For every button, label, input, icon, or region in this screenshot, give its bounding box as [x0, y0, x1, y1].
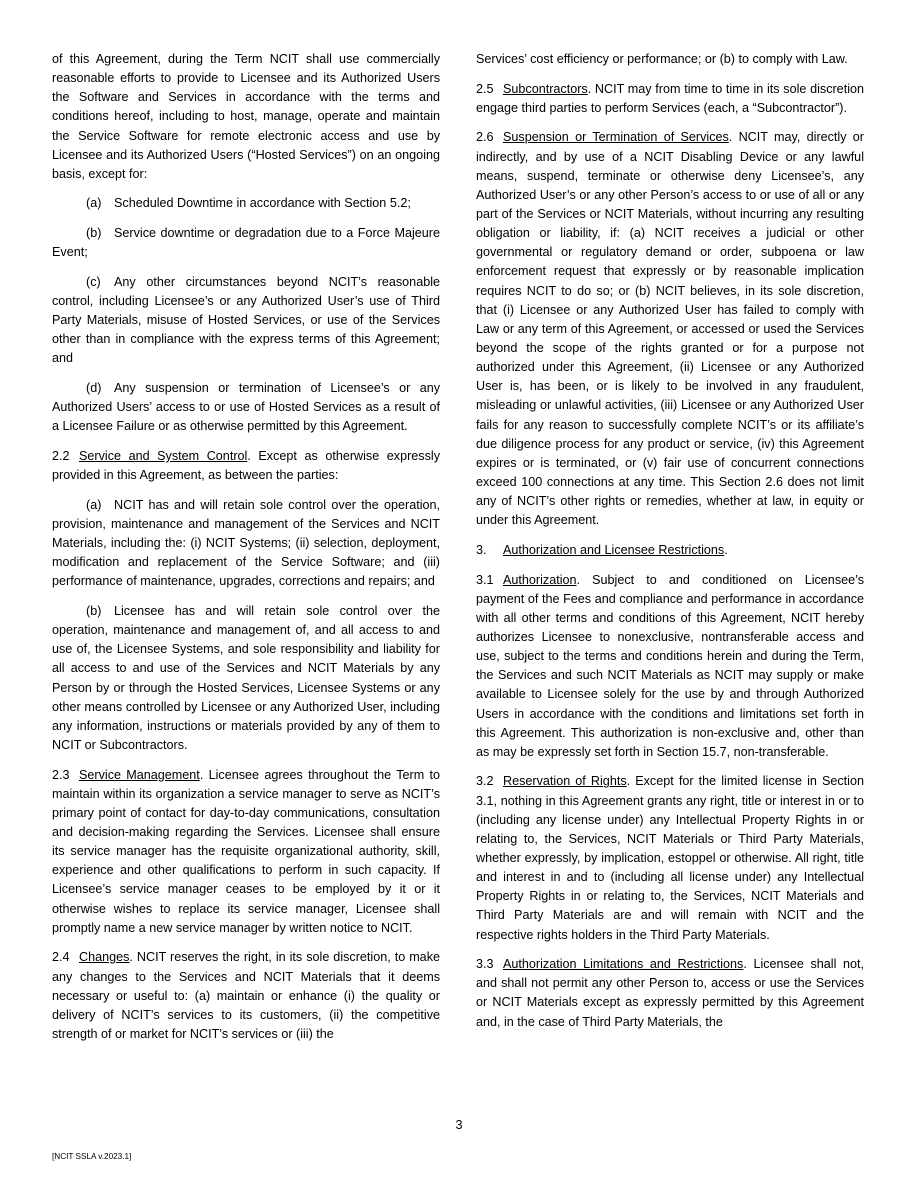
- paragraph-continued: [52, 50, 440, 184]
- clause-text: Any suspension or termination of Licensee’s or any Authorized Users’ access to or use of Hosted Services as a result of a Licensee Failure or as otherwise permitted by this Agreement.: [52, 381, 440, 434]
- clause-label: (d): [86, 381, 102, 396]
- section-number: 3.1: [476, 572, 494, 587]
- clause-label: (b): [86, 604, 102, 619]
- clause-2-2-a: [52, 496, 440, 592]
- section-2-3: [52, 766, 440, 938]
- section-number: 3.2: [476, 774, 494, 789]
- clause-a-scheduled-downtime: [52, 194, 440, 213]
- section-heading: Authorization: [503, 572, 577, 587]
- section-heading: Suspension or Termination of Services: [503, 130, 729, 145]
- section-text: . NCIT may, directly or indirectly, and by use of a NCIT Disabling Device or any lawful means, suspend, terminate or otherwise deny Licensee’s, any Authorized User’s or any other Person’s access to or use of all or any part of the Services or NCIT Materials, without incurring any resulting obligation or liability, if: (a) NCIT receives a judicial or other governmental or regulatory demand or order, subpoena or law enforcement request that expressly or by reasonable implication requires NCIT to do so; or (b) NCIT believes, in its sole discretion, that (i) Licensee or any Authorized User has failed to comply with Law or any term of this Agreement, or accessed or used the Services beyond the scope of the rights granted or for a purpose not authorized under this Agreement, (ii) Licensee or any Authorized User is, has been, or is likely to be involved in any fraudulent, misleading or unlawful activities, (iii) Licensee or any Authorized User fails for any reason to successfully complete NCIT’s or its affiliate’s due diligence process for any product or service, (iv) this Agreement expires or is terminated, or (v) fair use of concurrent connections exceed 100 connections at any time. This Section 2.6 does not limit any of NCIT’s other rights or remedies, whether at law, in equity or under this Agreement.: [476, 130, 865, 528]
- section-heading: Authorization and Licensee Restrictions: [503, 542, 725, 557]
- clause-c-other-circumstances: [52, 273, 440, 369]
- footer-document-code: [NCIT SSLA v.2023.1]: [52, 1152, 132, 1161]
- section-heading: Changes: [79, 950, 130, 965]
- clause-text: Service downtime or degradation due to a Force Majeure Event;: [52, 226, 440, 260]
- section-text: .: [724, 542, 728, 557]
- section-2-5: [476, 80, 864, 118]
- section-number: 2.2: [52, 449, 70, 464]
- section-text: . NCIT may from time to time in its sole discretion engage third parties to perform Services (each, a “Subcontractor”).: [476, 81, 864, 115]
- clause-b-service-downtime: [52, 224, 440, 262]
- section-heading: Service Management: [79, 767, 200, 782]
- paragraph-text: of this Agreement, during the Term NCIT shall use commercially reasonable efforts to provide to Licensee and its Authorized Users the Software and Services in accordance with the terms and conditions hereof, including to host, manage, operate and maintain the Service Software for remote electronic access and use by Licensee and its Authorized Users (“Hosted Services”) on an ongoing basis, except for:: [52, 52, 440, 181]
- clause-label: (c): [86, 274, 101, 289]
- clause-text: Licensee has and will retain sole control over the operation, maintenance and management of, and all access to and use of, the Licensee Systems, and sole responsibility and liability for all access to and use of the Services and NCIT Materials by any Person by or through the Hosted Services, Licensee Systems or any other means controlled by Licensee or any Authorized User, including any information, instructions or materials provided by any of them to NCIT or Subcontractors.: [52, 604, 440, 752]
- section-text: . Except as otherwise expressly provided in this Agreement, as between the parties:: [52, 449, 440, 483]
- section-number: 3.: [476, 542, 487, 557]
- section-3-2: [476, 772, 864, 944]
- section-3-3: [476, 955, 864, 1032]
- page-content: [52, 50, 864, 1080]
- right-column: [476, 50, 864, 1080]
- section-3-1: [476, 571, 864, 762]
- section-number: 2.4: [52, 950, 70, 965]
- section-text: . Subject to and conditioned on Licensee’s payment of the Fees and compliance and performance in accordance with all other terms and conditions of this Agreement, NCIT hereby authorizes Licensee to nonexclusive, nontransferable access and use, subject to the terms and conditions herein and during the Term, the Services and such NCIT Materials as NCIT may supply or make available to Licensee solely for the use by and through Authorized Users in accordance with the conditions and limitations set forth in this Agreement. This authorization is non-exclusive and, other than as may be expressly set forth in Section 15.7, non-transferable.: [476, 572, 864, 759]
- section-2-6: [476, 128, 864, 530]
- clause-label: (a): [86, 497, 102, 512]
- section-text: . Licensee shall not, and shall not permit any other Person to, access or use the Services or NCIT Materials except as expressly permitted by this Agreement and, in the case of Third Party Materials, the: [476, 957, 864, 1029]
- section-heading: Authorization Limitations and Restrictions: [503, 957, 744, 972]
- left-column: [52, 50, 440, 1080]
- section-text: . Except for the limited license in Section 3.1, nothing in this Agreement grants any right, title or interest in or to (including any license under) any Intellectual Property Rights in or relating to, the Services, NCIT Materials or Third Party Materials, whether expressly, by implication, estoppel or otherwise. All right, title and interest in and to (including all license under) any Intellectual Property Rights in or relating to, the Services, NCIT Materials and Third Party Materials are and will remain with NCIT and the respective rights holders in the Third Party Materials.: [476, 774, 864, 942]
- clause-text: Scheduled Downtime in accordance with Section 5.2;: [114, 196, 411, 211]
- clause-text: Any other circumstances beyond NCIT’s reasonable control, including Licensee’s or any Authorized User’s use of Third Party Materials, misuse of Hosted Services, or use of the Services other than in compliance with the express terms of this Agreement; and: [52, 274, 440, 366]
- section-number: 2.6: [476, 130, 494, 145]
- paragraph-cost-efficiency: [476, 50, 864, 69]
- section-heading: Service and System Control: [79, 449, 248, 464]
- paragraph-text: Services’ cost efficiency or performance; or (b) to comply with Law.: [476, 52, 848, 66]
- section-2-2: [52, 447, 440, 485]
- clause-text: NCIT has and will retain sole control over the operation, provision, maintenance and management of the Services and NCIT Materials, including the: (i) NCIT Systems; (ii) selection, deployment, modification and replacement of the Service Software; and (iii) performance of maintenance, upgrades, corrections and repairs; and: [52, 497, 440, 589]
- page-number: 3: [455, 1118, 463, 1132]
- section-heading: Reservation of Rights: [503, 774, 627, 789]
- section-number: 3.3: [476, 957, 494, 972]
- clause-d-suspension: [52, 379, 440, 436]
- clause-label: (b): [86, 226, 102, 241]
- section-number: 2.5: [476, 81, 494, 96]
- section-2-4: [52, 948, 440, 1044]
- clause-label: (a): [86, 196, 102, 211]
- section-heading: Subcontractors: [503, 81, 588, 96]
- clause-2-2-b: [52, 602, 440, 755]
- section-text: . Licensee agrees throughout the Term to maintain within its organization a service manager to serve as NCIT’s primary point of contact for day-to-day communications, consultation and decision-making regarding the Services. Licensee shall ensure its service manager has the requisite organizational authority, skill, experience and other qualifications to perform in such capacity. If Licensee’s service manager ceases to be employed by it or it otherwise wishes to replace its service manager, Licensee shall promptly name a new service manager by written notice to NCIT.: [52, 767, 440, 935]
- section-number: 2.3: [52, 767, 70, 782]
- section-text: . NCIT reserves the right, in its sole discretion, to make any changes to the Services and NCIT Materials that it deems necessary or useful to: (a) maintain or enhance (i) the quality or delivery of NCIT’s services to its customers, (ii) the competitive strength of or market for NCIT’s services or (iii) the: [52, 950, 440, 1041]
- section-3: [476, 541, 864, 560]
